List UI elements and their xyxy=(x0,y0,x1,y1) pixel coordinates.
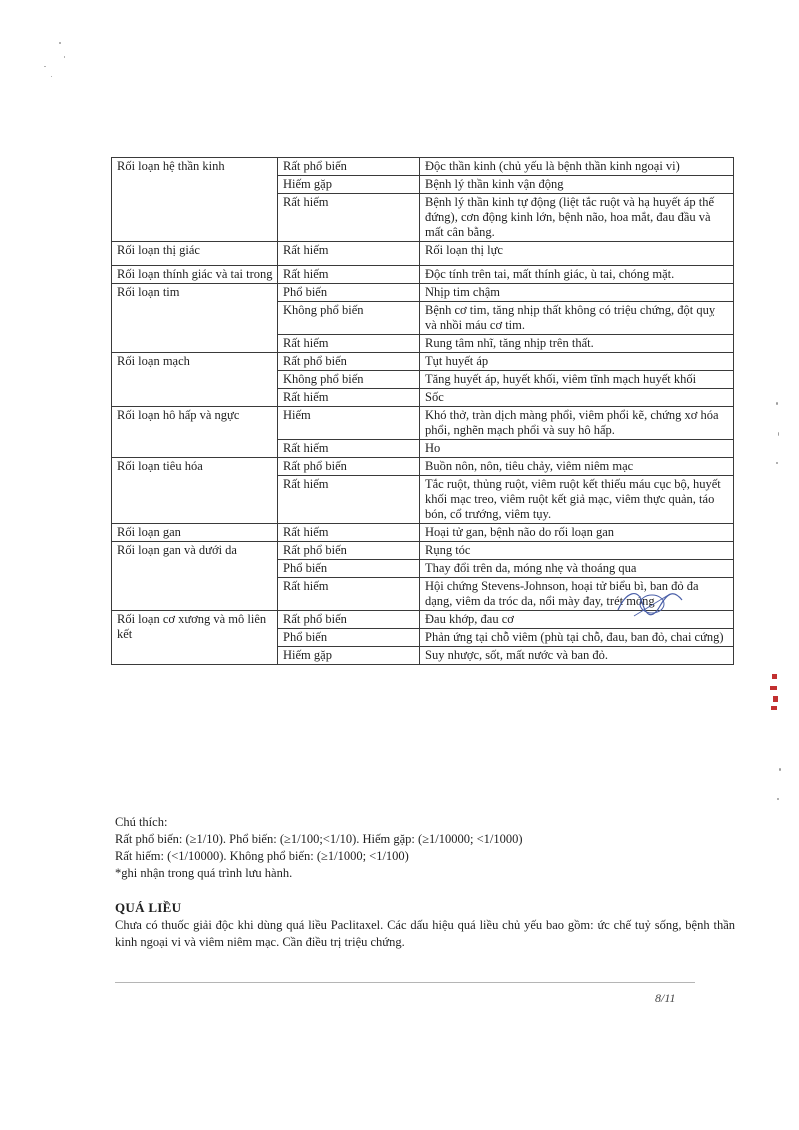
effect-cell: Tăng huyết áp, huyết khối, viêm tĩnh mạch huyết khối xyxy=(420,371,734,389)
effect-cell: Độc thần kinh (chủ yếu là bệnh thần kinh ngoại vi) xyxy=(420,158,734,176)
organ-class-cell: Rối loạn thính giác và tai trong xyxy=(112,266,278,284)
effect-cell: Rụng tóc xyxy=(420,542,734,560)
effect-cell: Ho xyxy=(420,440,734,458)
table-row xyxy=(112,407,734,440)
scan-speck xyxy=(778,432,779,436)
frequency-cell: Rất phổ biến xyxy=(278,158,420,176)
frequency-cell: Không phổ biến xyxy=(278,371,420,389)
section-paragraph: Chưa có thuốc giải độc khi dùng quá liều Paclitaxel. Các dấu hiệu quá liều chủ yếu bao gồm: ức chế tuỷ sống, bệnh thần kinh ngoại vi và viêm niêm mạc. Cần điều trị triệu chứng. xyxy=(115,918,735,949)
notes-line: *ghi nhận trong quá trình lưu hành. xyxy=(115,866,293,880)
frequency-cell: Rất hiếm xyxy=(278,266,420,284)
table-row xyxy=(112,458,734,476)
frequency-cell: Rất phổ biến xyxy=(278,458,420,476)
legend-notes xyxy=(115,814,735,882)
page-number: 8/11 xyxy=(655,991,676,1005)
scan-speck xyxy=(777,798,779,800)
frequency-cell: Hiếm xyxy=(278,407,420,440)
scan-speck xyxy=(776,402,778,405)
frequency-cell: Rất hiếm xyxy=(278,242,420,266)
scan-speck xyxy=(779,768,781,771)
frequency-cell: Rất hiếm xyxy=(278,578,420,611)
organ-class-cell: Rối loạn hệ thần kinh xyxy=(112,158,278,242)
notes-heading: Chú thích: xyxy=(115,815,168,829)
effect-cell: Sốc xyxy=(420,389,734,407)
red-ink-mark xyxy=(768,672,782,716)
effect-cell: Hội chứng Stevens-Johnson, hoại tử biểu bì, ban đỏ đa dạng, viêm da tróc da, nổi mày đay, trét móng xyxy=(420,578,734,611)
section-heading: QUÁ LIỀU xyxy=(115,900,182,915)
organ-class-cell: Rối loạn gan và dưới da xyxy=(112,542,278,611)
effect-cell: Bệnh lý thần kinh vận động xyxy=(420,176,734,194)
frequency-cell: Phổ biến xyxy=(278,284,420,302)
table-row xyxy=(112,158,734,176)
table-row xyxy=(112,353,734,371)
effect-cell: Tắc ruột, thủng ruột, viêm ruột kết thiếu máu cục bộ, huyết khối mạc treo, viêm ruột kết giả mạc, viêm thực quản, táo bón, cổ trướng, viêm tụy. xyxy=(420,476,734,524)
frequency-cell: Không phổ biến xyxy=(278,302,420,335)
frequency-cell: Phổ biến xyxy=(278,560,420,578)
organ-class-cell: Rối loạn tiêu hóa xyxy=(112,458,278,524)
effect-cell: Khó thở, tràn dịch màng phổi, viêm phổi kẽ, chứng xơ hóa phổi, nghẽn mạch phổi và suy hô hấp. xyxy=(420,407,734,440)
table-row xyxy=(112,266,734,284)
effect-cell: Phản ứng tại chỗ viêm (phù tại chỗ, đau, ban đỏ, chai cứng) xyxy=(420,629,734,647)
effect-cell: Buồn nôn, nôn, tiêu chảy, viêm niêm mạc xyxy=(420,458,734,476)
frequency-cell: Phổ biến xyxy=(278,629,420,647)
frequency-cell: Rất hiếm xyxy=(278,476,420,524)
effect-cell: Độc tính trên tai, mất thính giác, ù tai, chóng mặt. xyxy=(420,266,734,284)
footer-divider xyxy=(115,982,695,983)
table-row xyxy=(112,284,734,302)
effect-cell: Tụt huyết áp xyxy=(420,353,734,371)
scan-speck xyxy=(44,66,46,67)
scan-speck xyxy=(59,42,61,44)
effect-cell: Bệnh lý thần kinh tự động (liệt tắc ruột và hạ huyết áp thế đứng), cơn động kinh lớn, bệnh não, hoa mắt, đau đầu và mất cân bằng. xyxy=(420,194,734,242)
notes-line: Rất phổ biến: (≥1/10). Phổ biến: (≥1/100;<1/10). Hiếm gặp: (≥1/10000; <1/1000) xyxy=(115,832,523,846)
effect-cell: Nhịp tim chậm xyxy=(420,284,734,302)
effect-cell: Bệnh cơ tim, tăng nhịp thất không có triệu chứng, đột quỵ và nhồi máu cơ tim. xyxy=(420,302,734,335)
table-row xyxy=(112,524,734,542)
organ-class-cell: Rối loạn hô hấp và ngực xyxy=(112,407,278,458)
organ-class-cell: Rối loạn gan xyxy=(112,524,278,542)
frequency-cell: Rất hiếm xyxy=(278,524,420,542)
notes-line: Rất hiếm: (<1/10000). Không phổ biến: (≥1/1000; <1/100) xyxy=(115,849,409,863)
effect-cell: Rối loạn thị lực xyxy=(420,242,734,266)
frequency-cell: Rất hiếm xyxy=(278,440,420,458)
frequency-cell: Rất phổ biến xyxy=(278,611,420,629)
frequency-cell: Rất hiếm xyxy=(278,194,420,242)
frequency-cell: Rất phổ biến xyxy=(278,353,420,371)
scan-speck xyxy=(776,462,778,464)
organ-class-cell: Rối loạn mạch xyxy=(112,353,278,407)
organ-class-cell: Rối loạn cơ xương và mô liên kết xyxy=(112,611,278,665)
scan-speck xyxy=(64,56,65,58)
frequency-cell: Hiếm gặp xyxy=(278,176,420,194)
handwritten-stamp-mark xyxy=(612,580,692,628)
table-row xyxy=(112,242,734,266)
organ-class-cell: Rối loạn tim xyxy=(112,284,278,353)
effect-cell: Hoại tử gan, bệnh não do rối loạn gan xyxy=(420,524,734,542)
frequency-cell: Hiếm gặp xyxy=(278,647,420,665)
frequency-cell: Rất hiếm xyxy=(278,389,420,407)
scan-speck xyxy=(51,76,52,77)
organ-class-cell: Rối loạn thị giác xyxy=(112,242,278,266)
table-row xyxy=(112,542,734,560)
frequency-cell: Rất hiếm xyxy=(278,335,420,353)
frequency-cell: Rất phổ biến xyxy=(278,542,420,560)
effect-cell: Suy nhược, sốt, mất nước và ban đỏ. xyxy=(420,647,734,665)
effect-cell: Rung tâm nhĩ, tăng nhịp trên thất. xyxy=(420,335,734,353)
effect-cell: Đau khớp, đau cơ xyxy=(420,611,734,629)
effect-cell: Thay đổi trên da, móng nhẹ và thoáng qua xyxy=(420,560,734,578)
